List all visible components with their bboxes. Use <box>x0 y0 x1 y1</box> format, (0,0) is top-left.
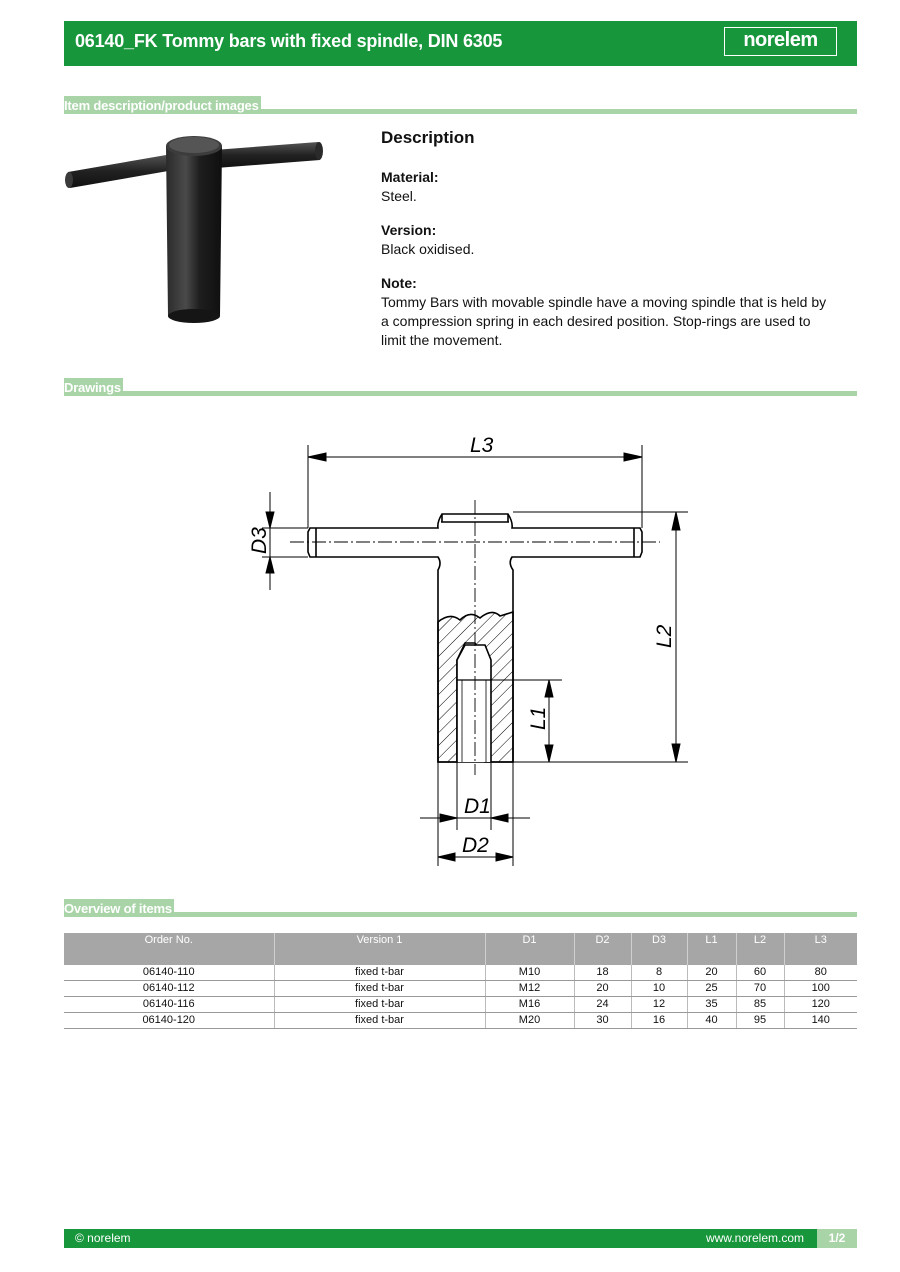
col-header-order-no: Order No. <box>64 933 274 965</box>
cell-version: fixed t-bar <box>274 1013 485 1029</box>
cell-d2: 24 <box>574 997 631 1013</box>
table-row[interactable] <box>64 965 857 981</box>
cell-d2: 18 <box>574 965 631 981</box>
col-header-d2: D2 <box>574 933 631 965</box>
cell-d1: M16 <box>485 997 574 1013</box>
dim-label-d2: D2 <box>462 834 489 857</box>
cell-d2: 20 <box>574 981 631 997</box>
dim-label-l3: L3 <box>470 434 494 457</box>
col-header-version: Version 1 <box>274 933 485 965</box>
description-heading: Description <box>381 128 475 147</box>
cell-d3: 12 <box>631 997 687 1013</box>
section-label: Drawings <box>64 380 121 395</box>
dim-label-l2: L2 <box>653 624 676 648</box>
cell-l3: 100 <box>784 981 857 997</box>
description-panel <box>381 128 831 365</box>
cell-order-no: 06140-112 <box>64 981 274 997</box>
cell-d1: M10 <box>485 965 574 981</box>
material-value: Steel. <box>381 188 417 204</box>
section-item-description <box>64 90 857 114</box>
dim-label-d1: D1 <box>464 795 491 818</box>
cell-d2: 30 <box>574 1013 631 1029</box>
cell-d1: M20 <box>485 1013 574 1029</box>
cell-d3: 16 <box>631 1013 687 1029</box>
website-link[interactable]: www.norelem.com <box>705 1231 804 1245</box>
page-number: 1/2 <box>817 1229 857 1248</box>
cell-l2: 60 <box>736 965 784 981</box>
technical-drawing <box>230 420 700 880</box>
copyright-text: © norelem <box>75 1231 131 1245</box>
col-header-l1: L1 <box>687 933 736 965</box>
page-title: 06140_FK Tommy bars with fixed spindle, DIN 6305 <box>75 31 503 51</box>
cell-l1: 20 <box>687 965 736 981</box>
col-header-l3: L3 <box>784 933 857 965</box>
cell-l1: 35 <box>687 997 736 1013</box>
cell-version: fixed t-bar <box>274 965 485 981</box>
cell-version: fixed t-bar <box>274 981 485 997</box>
material-label: Material: <box>381 169 439 185</box>
table-row[interactable] <box>64 981 857 997</box>
cell-d1: M12 <box>485 981 574 997</box>
dim-label-l1: L1 <box>527 706 550 730</box>
cell-order-no: 06140-110 <box>64 965 274 981</box>
note-label: Note: <box>381 275 417 291</box>
table-row[interactable] <box>64 997 857 1013</box>
cell-l3: 80 <box>784 965 857 981</box>
norelem-logo: norelem <box>724 27 837 56</box>
section-label: Overview of items <box>64 901 172 916</box>
cell-l1: 25 <box>687 981 736 997</box>
cell-l3: 140 <box>784 1013 857 1029</box>
page-header <box>64 21 857 66</box>
version-label: Version: <box>381 222 437 238</box>
dim-label-d3: D3 <box>248 527 271 554</box>
cell-l2: 95 <box>736 1013 784 1029</box>
items-table <box>64 933 857 1029</box>
section-label: Item description/product images <box>64 98 259 113</box>
table-header-row <box>64 933 857 965</box>
col-header-l2: L2 <box>736 933 784 965</box>
cell-order-no: 06140-116 <box>64 997 274 1013</box>
note-value: Tommy Bars with movable spindle have a moving spindle that is held by a compression spring in each desired position. Stop-rings are used to limit the movement. <box>381 294 827 348</box>
product-image <box>64 120 326 330</box>
cell-version: fixed t-bar <box>274 997 485 1013</box>
cell-l2: 85 <box>736 997 784 1013</box>
page-footer <box>64 1229 857 1248</box>
table-row[interactable] <box>64 1013 857 1029</box>
cell-d3: 10 <box>631 981 687 997</box>
col-header-d1: D1 <box>485 933 574 965</box>
section-drawings <box>64 372 857 396</box>
cell-l2: 70 <box>736 981 784 997</box>
version-value: Black oxidised. <box>381 241 475 257</box>
cell-l1: 40 <box>687 1013 736 1029</box>
section-overview <box>64 893 857 917</box>
cell-d3: 8 <box>631 965 687 981</box>
cell-l3: 120 <box>784 997 857 1013</box>
cell-order-no: 06140-120 <box>64 1013 274 1029</box>
col-header-d3: D3 <box>631 933 687 965</box>
